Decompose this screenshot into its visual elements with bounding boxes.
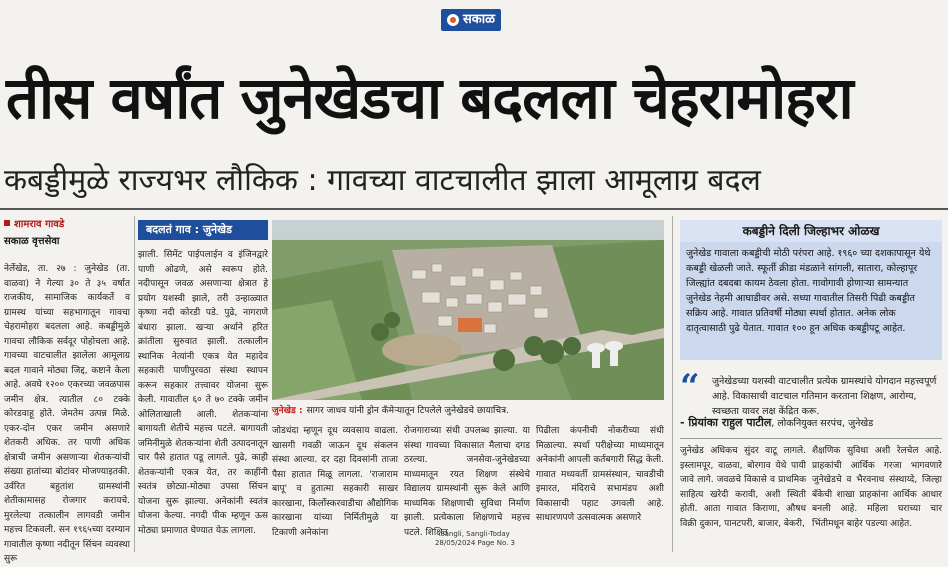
quote-icon: “ [680, 367, 700, 407]
sidebar-title: कबड्डीने दिली जिल्हाभर ओळख [680, 220, 942, 242]
divider [0, 208, 948, 210]
article-column-6: जुनेखेड अधिकच सुंदर वाटू लागले. इस्लामपूर, वाळवा, बोरगाव येथे पायी जावे लागे. जवळचे विकासे व प्राथमिक साहित्य खरेदी करावी, अशी स्थिती होती. आता गावात किराणा, औषध विक्री दुकान, पानटपरी, बाजार, बेकरी, [680, 446, 806, 529]
headline: तीस वर्षांत जुनेखेडचा बदलला चेहरामोहरा [6, 64, 853, 132]
page-footer [400, 530, 550, 548]
masthead [0, 0, 948, 44]
photo-caption [272, 403, 664, 419]
quote-text: जुनेखेडच्या यशस्वी वाटचालीत प्रत्येक ग्रामस्थांचे योगदान महत्त्वपूर्ण आहे. विकासाची वाटचाल गतिमान करताना शिक्षण, आरोग्य, स्वच्छता यावर लक्ष केंद्रित करू. [712, 376, 937, 417]
article-column-7: शैक्षणिक सुविधा अशी रेलचेल आहे. प्राहकांची आर्थिक गरजा भागवणारे जुनेखेडचे व भैरवनाथ संस्थाय्दे, जिल्हा बँकेची शाखा प्राहकांना आर्थिक आधार बनली आहे. महिला घराच्या चार भिंतीमधून बाहेर पडल्या आहेत. [812, 446, 942, 529]
aerial-village-photo [272, 220, 664, 400]
caption-text: सागर जाधव यांनी ड्रोन कॅमेऱ्यातून टिपलेले जुनेखेडचे छायाचित्र. [306, 406, 509, 416]
sidebar-kabaddi-box: जुनेखेड गावाला कबड्डीची मोठी परंपरा आहे. १९६० च्या दशकापासून येथे कबड्डी खेळली जाते. स्फूर्ती क्रीडा मंडळाने सांगली, सातारा, कोल्हापूर जिल्ह्यांत दबदबा कायम ठेवला होता. गावोगावी होणाऱ्या सामन्यात जुनेखेड नेहमी आघाडीवर असे. सध्या गावातील तिसरी पिढी कबड्डीत सक्रिय आहे. गावात प्रतिवर्षी मोठ्या स्पर्धा होतात. अनेक लोक दातृत्वासाठी पुढे येतात. गावात १०० हून अधिक कबड्डीपटू आहेत. [680, 242, 942, 360]
footer-edition: Sangli, Sangli-Today [440, 530, 510, 538]
quote-author-role: , लोकनियुक्त सरपंच, जुनेखेड [771, 418, 874, 429]
article-column-3: जोडधंदा म्हणून दूध व्यवसाय वाढला. खासगी गवळी जाऊन दूध संकलन संस्था आल्या. दर दहा दिवसांनी ताजा पैसा हातात मिळू लागला. 'राजाराम बापू' व हुतात्मा सहकारी साखर कारखाना, किर्लोस्करवाडीचा औद्योगिक कारखाना यांच्या निर्मितीमुळे या टिकाणी अनेकांना [272, 426, 398, 538]
caption-tag: जुनेखेड : [272, 406, 303, 416]
section-tag: बदलतं गाव : जुनेखेड [138, 220, 268, 240]
bullet-icon [4, 220, 10, 226]
sakal-logo [441, 9, 501, 31]
sun-icon [447, 14, 459, 26]
byline [4, 216, 128, 247]
byline-name-text: शामराव गावडे [14, 219, 65, 230]
article-column-2: झाली. सिमेंट पाईपलाईन व इंजिनद्वारे पाणी ओढणे, असे स्वरूप होते. नदीपासून जवळ असणाऱ्या क्षेत्रात हे प्रयोग यशस्वी झाले, तरी उन्हाळ्यात कृष्णा नदी कोरडी पडे. पुढे, नागराणे बंधारा झाला. खऱ्या अर्थाने हरित क्रांतीला सुरुवात झाली. तत्कालीन स्थानिक नेत्यांनी एकत्र येत महादेव सहकारी पाणीपुरवठा संस्था स्थापन करून सहकार तत्त्वावर योजना सुरू केली. गावातील ६० ते ७० टक्के जमीन ओलिताखाली आली. शेतकऱ्यांना बागायती शेतीचे महत्त्व पटले. बागायती जमिनीमुळे शेतकऱ्यांना शेती उत्पादनातून चार पैसे हातात पडू लागले. पुढे, काही शेतकऱ्यांनी एकत्र येत, तर काहींनी स्वतंत्र छोट्या-मोठ्या उपसा सिंचन योजना सुरू झाल्या. अनेकांनी स्वतंत्र योजना केल्या. नगदी पीक म्हणून ऊस मोठ्या प्रमाणात घेण्यात येऊ लागला. [138, 250, 268, 536]
column-divider [134, 216, 135, 552]
column-divider [672, 216, 673, 552]
byline-author [4, 216, 128, 230]
article-column-1: नेर्लेखेड, ता. २७ : जुनेखेड (ता. वाळवा) ने गेल्या ३० ते ३५ वर्षात राजकीय, सामाजिक कार्यकर्ते व ग्रामस्थ यांच्या सहभागातून गावचा चेहरामोहरा बदलला आहे. कबड्डीमुळे गावचा लौकिक सर्वदूर पोहोचला आहे. गावच्या वाटचालीत झालेला आमूलाग्र बदल गावाने मोठ्या जिद्द, कष्टाने केला आहे. अवघे १२०० एकरच्या जवळपास जमीन क्षेत्र. त्यातील ८० टक्के कोरडवाहू होते. जेमतेम उत्पन्न मिळे. एकर-दोन एकर जमीन असणारे शेतकरी अधिक. तर पाणी अधिक क्षेत्राची जमीन असणाऱ्या शेतकऱ्यांची संख्या हातांच्या बोटांवर मोजण्याइतकी. उर्वरित बहुतांश ग्रामस्थांनी शेतीकामासह रोजगार करायचे. मुरलेल्या तत्कालीन लागवडी जमीन महत्त्व टिकवली. सन १९६५च्या दरम्यान गावातील कृष्णा नदीतून सिंचन व्यवस्था सुरू [4, 264, 130, 564]
divider [680, 438, 942, 439]
quote-author-name: - प्रियांका राहुल पाटील [680, 416, 772, 429]
quote-author [680, 416, 942, 431]
article-column-4: रोजगाराच्या संधी उपलब्ध झाल्या. या संस्था गावच्या विकासात मैलाचा दगड ठरल्या. जनसेवा-जुनेखेडच्या माध्यमातून रयत शिक्षण संस्थेचे विद्यालय ग्रामस्थांनी सुरू केले आणि माध्यमिक शिक्षणाची सुविधा निर्माण झाली. प्रत्येकाला शिक्षणाचे महत्त्व पटले. शिक्षित [404, 426, 530, 538]
village-photo-illustration [272, 220, 664, 400]
byline-source: सकाळ वृत्तसेवा [4, 236, 60, 247]
footer-date-page: 28/05/2024 Page No. 3 [434, 539, 516, 547]
article-column-5: पिढीला कंपनीची नोकरीच्या संधी मिळाल्या. स्पर्धा परीक्षेच्या माध्यमातून अनेकांनी आपली कर्तबगारी सिद्ध केली. गावात मध्यवर्ती ग्रामसंस्थान, चावडीची इमारत, मंदिराचे सभामंडप अशी विकासाची पहाट उगवली आहे. साधारणपणे उत्सवात्मक असणारे [536, 426, 664, 523]
subheadline: कबड्डीमुळे राज्यभर लौकिक : गावच्या वाटचालीत झाला आमूलाग्र बदल [4, 163, 761, 198]
logo-text: सकाळ [463, 12, 496, 27]
